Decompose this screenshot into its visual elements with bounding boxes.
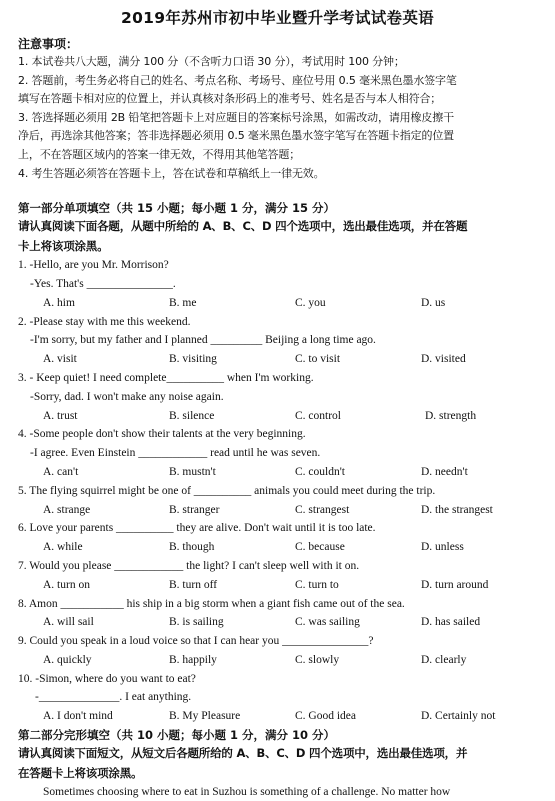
question-10 xyxy=(18,670,537,726)
option-d: D. unless xyxy=(421,541,464,554)
part2-heading: 第二部分完形填空（共 10 小题；每小题 1 分，满分 10 分） xyxy=(18,728,336,743)
option-d: D. Certainly not xyxy=(421,710,496,723)
question-8 xyxy=(18,595,537,633)
answer-options xyxy=(18,707,537,726)
note-line: 填写在答题卡相对应的位置上，并认真核对条形码上的准考号、姓名是否与本人相符合； xyxy=(18,92,442,106)
option-a: A. visit xyxy=(43,353,77,366)
question-4 xyxy=(18,425,537,481)
answer-options xyxy=(18,613,537,632)
option-b: B. is sailing xyxy=(169,616,224,629)
question-stem: 4. -Some people don't show their talents at the very beginning. xyxy=(18,428,306,441)
answer-options xyxy=(18,350,537,369)
option-a: A. while xyxy=(43,541,83,554)
option-c: C. was sailing xyxy=(295,616,360,629)
question-1 xyxy=(18,256,537,312)
option-d: D. has sailed xyxy=(421,616,481,629)
answer-options xyxy=(18,407,537,426)
question-stem: 7. Would you please ____________ the light? I can't sleep well with it on. xyxy=(18,559,360,572)
question-5 xyxy=(18,482,537,520)
question-stem: -Yes. That's _______________. xyxy=(30,277,176,290)
note-line: 2. 答题前，考生务必将自己的姓名、考点名称、考场号、座位号用 0.5 毫米黑色墨水签字笔 xyxy=(18,73,457,87)
option-a: A. I don't mind xyxy=(43,710,113,723)
answer-options xyxy=(18,501,537,520)
option-a: A. can't xyxy=(43,465,79,478)
option-a: A. turn on xyxy=(43,578,90,591)
answer-options xyxy=(18,463,537,482)
option-c: C. you xyxy=(295,296,326,309)
note-line: 1. 本试卷共八大题，满分 100 分（不含听力口语 30 分），考试用时 100 分钟； xyxy=(18,55,405,68)
option-a: A. will sail xyxy=(43,616,94,629)
note-line: 净后，再选涂其他答案；答非选择题必须用 0.5 毫米黑色墨水签字笔写在答题卡指定的位置 xyxy=(18,129,455,143)
option-c: C. slowly xyxy=(295,653,340,666)
option-b: B. turn off xyxy=(169,578,218,591)
option-a: A. trust xyxy=(43,409,78,422)
page-title: 2019年苏州市初中毕业暨升学考试试卷英语 xyxy=(121,9,434,27)
question-stem: -I'm sorry, but my father and I planned _________ Beijing a long time ago. xyxy=(30,334,376,347)
note-line: 3. 答选择题必须用 2B 铅笔把答题卡上对应题目的答案标号涂黑，如需改动，请用橡皮擦干 xyxy=(18,110,454,124)
option-b: B. though xyxy=(169,541,215,554)
question-7 xyxy=(18,557,537,595)
option-d: D. clearly xyxy=(421,653,467,666)
question-6 xyxy=(18,519,537,557)
option-d: D. turn around xyxy=(421,578,489,591)
question-stem: -I agree. Even Einstein ____________ read until he was seven. xyxy=(30,447,321,460)
part2-instruction: 请认真阅读下面短文，从短文后各题所给的 A、B、C、D 四个选项中，选出最佳选项，并 xyxy=(18,746,468,761)
answer-options xyxy=(18,651,537,670)
question-9 xyxy=(18,632,537,670)
notes-heading: 注意事项： xyxy=(18,37,79,51)
note-line: 上，不在答题区域内的答案一律无效，不得用其他笔答题； xyxy=(18,147,301,161)
part1-instruction: 卡上将该项涂黑。 xyxy=(18,238,109,253)
option-b: B. stranger xyxy=(169,503,220,516)
option-d: D. needn't xyxy=(421,465,468,478)
question-stem: -Sorry, dad. I won't make any noise again. xyxy=(30,390,224,403)
question-stem: 10. -Simon, where do you want to eat? xyxy=(18,672,196,685)
question-stem: 5. The flying squirrel might be one of __________ animals you could meet during the trip. xyxy=(18,484,436,497)
answer-options xyxy=(18,576,537,595)
option-d: D. us xyxy=(421,296,446,309)
question-stem: 9. Could you speak in a loud voice so that I can hear you _______________? xyxy=(18,635,374,648)
option-a: A. strange xyxy=(43,503,91,516)
part1-instruction: 请认真阅读下面各题，从题中所给的 A、B、C、D 四个选项中，选出最佳选项，并在答题 xyxy=(18,219,468,234)
option-d: D. visited xyxy=(421,353,466,366)
option-c: C. to visit xyxy=(295,353,341,366)
option-b: B. happily xyxy=(169,653,217,666)
option-c: C. strangest xyxy=(295,503,350,516)
option-c: C. because xyxy=(295,541,345,554)
question-2 xyxy=(18,313,537,369)
question-stem: 2. -Please stay with me this weekend. xyxy=(18,315,191,328)
question-stem: 6. Love your parents __________ they are alive. Don't wait until it is too late. xyxy=(18,522,376,535)
option-b: B. mustn't xyxy=(169,465,216,478)
part2-section xyxy=(18,726,537,801)
option-b: B. silence xyxy=(169,409,215,422)
question-3 xyxy=(18,369,537,425)
notes-section xyxy=(18,36,537,183)
question-stem: 1. -Hello, are you Mr. Morrison? xyxy=(18,259,169,272)
question-stem: -______________. I eat anything. xyxy=(35,691,192,704)
option-c: C. control xyxy=(295,409,341,422)
option-c: C. couldn't xyxy=(295,465,345,478)
option-d: D. strength xyxy=(425,409,477,422)
passage-text: Sometimes choosing where to eat in Suzhou is something of a challenge. No matter how xyxy=(43,786,451,799)
option-b: B. me xyxy=(169,296,197,309)
option-c: C. Good idea xyxy=(295,710,357,723)
question-stem: 8. Amon ___________ his ship in a big storm when a giant fish came out of the sea. xyxy=(18,597,405,610)
answer-options xyxy=(18,294,537,313)
note-line: 4. 考生答题必须答在答题卡上，答在试卷和草稿纸上一律无效。 xyxy=(18,166,325,180)
part1-section xyxy=(18,199,537,726)
option-a: A. him xyxy=(43,296,75,309)
part2-instruction: 在答题卡上将该项涂黑。 xyxy=(18,765,143,780)
option-b: B. My Pleasure xyxy=(169,710,241,723)
option-b: B. visiting xyxy=(169,353,217,366)
option-c: C. turn to xyxy=(295,578,339,591)
option-a: A. quickly xyxy=(43,653,92,666)
question-stem: 3. - Keep quiet! I need complete__________ when I'm working. xyxy=(18,371,314,384)
part1-heading: 第一部分单项填空（共 15 小题；每小题 1 分，满分 15 分） xyxy=(18,201,336,216)
option-d: D. the strangest xyxy=(421,503,493,516)
answer-options xyxy=(18,538,537,557)
